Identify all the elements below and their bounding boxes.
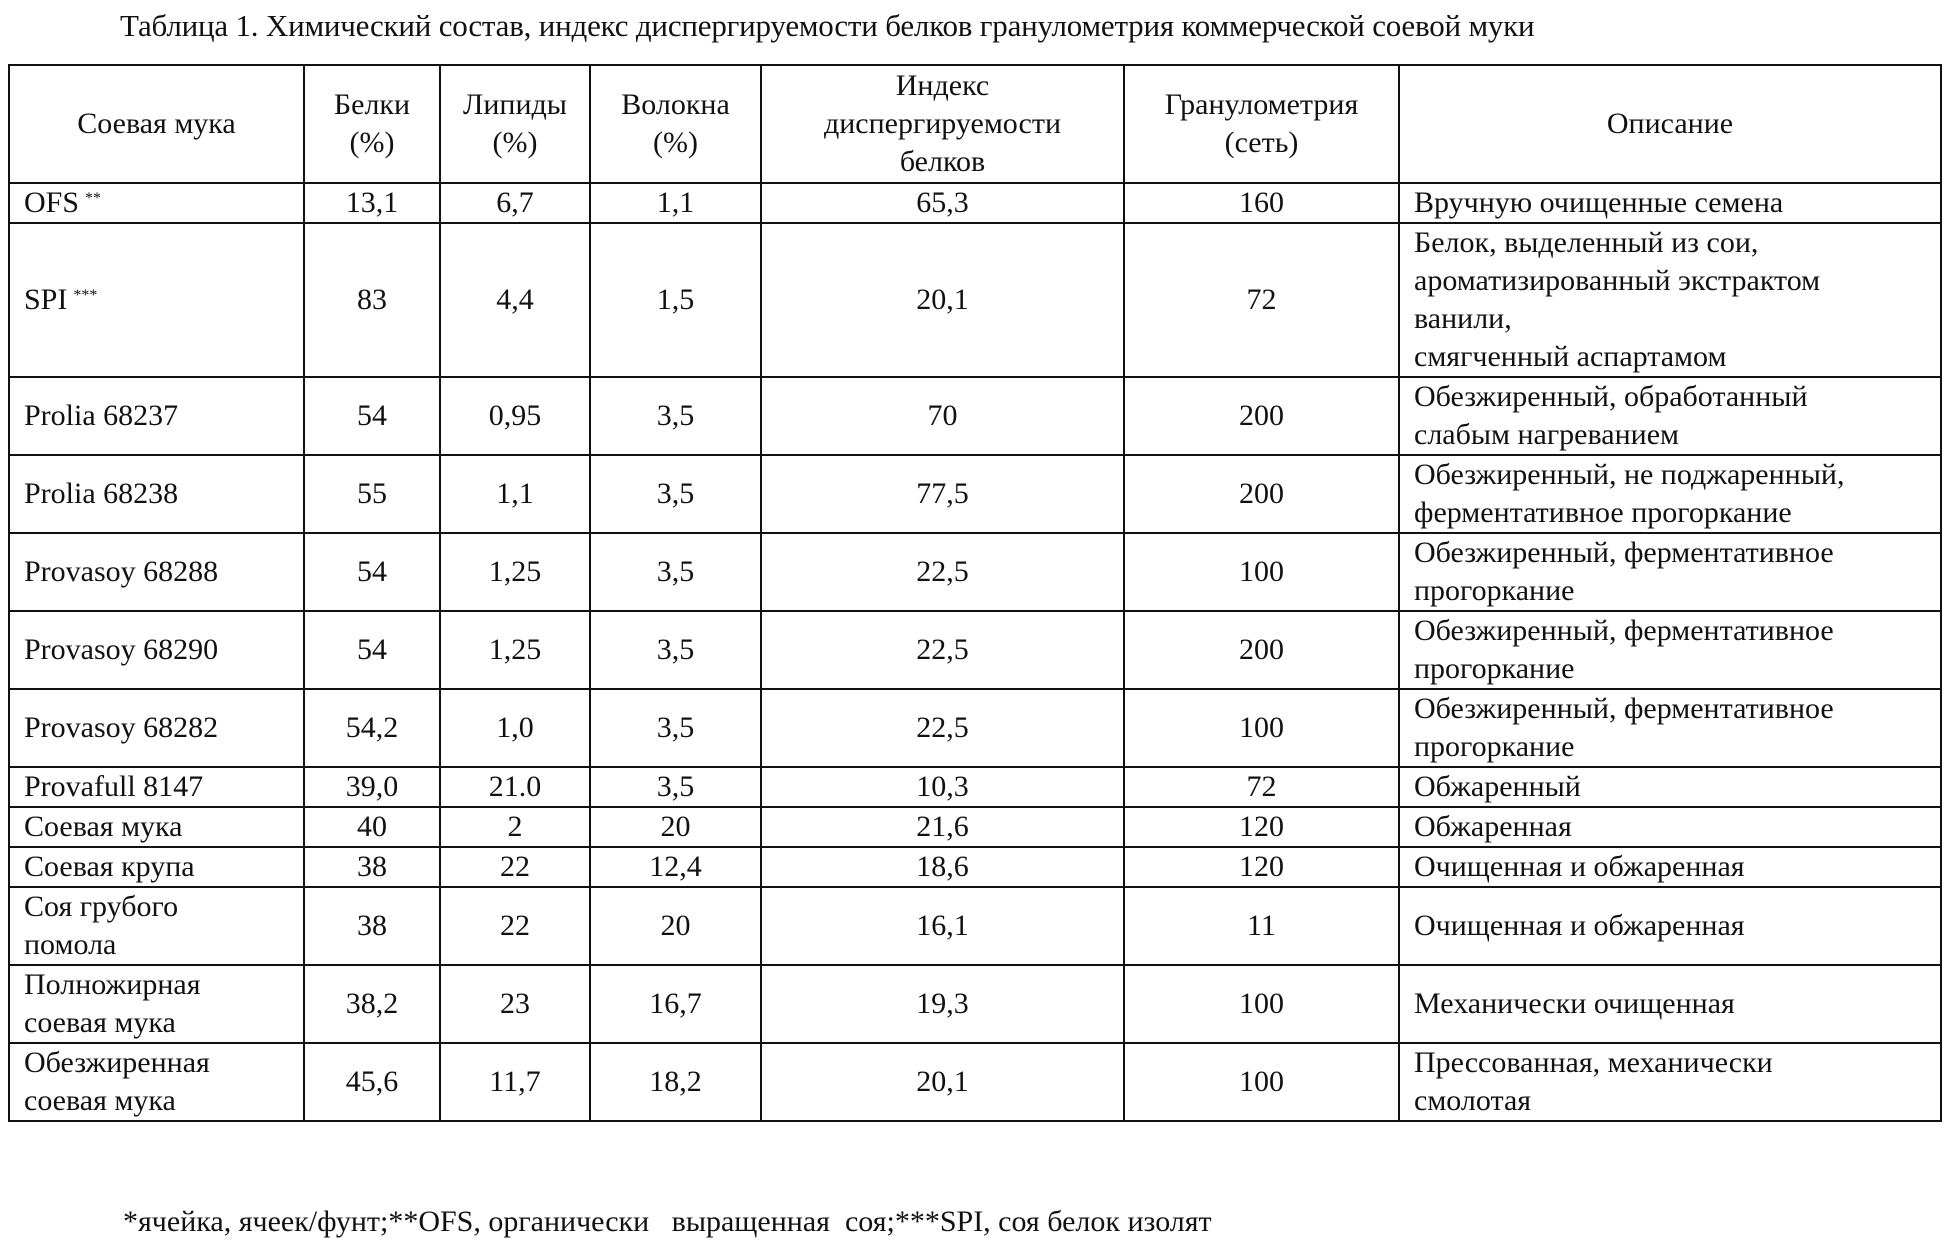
cell-lipids: 6,7 — [440, 183, 590, 223]
cell-pdi: 22,5 — [761, 689, 1124, 767]
cell-fiber: 20 — [590, 887, 761, 965]
cell-soy-flour — [9, 689, 304, 767]
cell-lipids: 21.0 — [440, 767, 590, 807]
cell-fiber: 3,5 — [590, 611, 761, 689]
soy-flour-name: Соя грубого помола — [24, 890, 179, 961]
cell-fiber: 18,2 — [590, 1043, 761, 1121]
cell-fiber: 3,5 — [590, 767, 761, 807]
cell-granulometry: 72 — [1124, 767, 1399, 807]
cell-protein: 54 — [304, 533, 440, 611]
cell-protein: 13,1 — [304, 183, 440, 223]
cell-granulometry: 100 — [1124, 965, 1399, 1043]
cell-granulometry: 120 — [1124, 847, 1399, 887]
cell-granulometry: 100 — [1124, 1043, 1399, 1121]
table-caption: Таблица 1. Химический состав, индекс диспергируемости белков гранулометрия коммерческой соевой муки — [120, 8, 1535, 43]
cell-fiber: 3,5 — [590, 455, 761, 533]
soy-flour-name: Обезжиренная соевая мука — [24, 1046, 210, 1117]
cell-description: Обжаренный — [1399, 767, 1941, 807]
cell-description: Обезжиренный, ферментативное прогоркание — [1399, 611, 1941, 689]
header-lipids: Липиды (%) — [440, 65, 590, 183]
cell-fiber: 12,4 — [590, 847, 761, 887]
cell-pdi: 65,3 — [761, 183, 1124, 223]
soy-flour-name: Соевая мука — [24, 810, 183, 843]
soy-flour-name: SPI — [24, 283, 68, 316]
cell-lipids: 22 — [440, 847, 590, 887]
cell-protein: 83 — [304, 223, 440, 377]
table-row — [9, 689, 1941, 767]
cell-description: Прессованная, механически смолотая — [1399, 1043, 1941, 1121]
header-row — [9, 65, 1941, 183]
footnote: *ячейка, ячеек/фунт;**OFS, органически выращенная соя;***SPI, соя белок изолят — [123, 1205, 1212, 1238]
cell-lipids: 11,7 — [440, 1043, 590, 1121]
cell-soy-flour — [9, 533, 304, 611]
table-row — [9, 377, 1941, 455]
cell-pdi: 22,5 — [761, 533, 1124, 611]
table-row — [9, 965, 1941, 1043]
header-description: Описание — [1399, 65, 1941, 183]
cell-protein: 45,6 — [304, 1043, 440, 1121]
cell-pdi: 18,6 — [761, 847, 1124, 887]
soy-flour-name: Provasoy 68290 — [24, 633, 219, 666]
cell-fiber: 3,5 — [590, 689, 761, 767]
cell-granulometry: 120 — [1124, 807, 1399, 847]
cell-protein: 39,0 — [304, 767, 440, 807]
cell-lipids: 1,1 — [440, 455, 590, 533]
table-row — [9, 223, 1941, 377]
cell-soy-flour — [9, 377, 304, 455]
cell-fiber: 16,7 — [590, 965, 761, 1043]
footnote-marker: *** — [73, 287, 98, 304]
cell-protein: 38 — [304, 847, 440, 887]
soy-flour-name: Prolia 68238 — [24, 477, 179, 510]
soy-flour-name: Соевая крупа — [24, 850, 195, 883]
cell-lipids: 22 — [440, 887, 590, 965]
footnote-marker: ** — [85, 190, 102, 207]
cell-granulometry: 160 — [1124, 183, 1399, 223]
cell-fiber: 3,5 — [590, 377, 761, 455]
soy-flour-table — [8, 64, 1942, 1122]
cell-soy-flour — [9, 223, 304, 377]
cell-lipids: 1,25 — [440, 533, 590, 611]
header-fiber: Волокна (%) — [590, 65, 761, 183]
cell-fiber: 1,5 — [590, 223, 761, 377]
cell-description: Очищенная и обжаренная — [1399, 887, 1941, 965]
table-row — [9, 611, 1941, 689]
cell-protein: 40 — [304, 807, 440, 847]
cell-description: Обезжиренный, не поджаренный, ферментативное прогоркание — [1399, 455, 1941, 533]
cell-pdi: 10,3 — [761, 767, 1124, 807]
cell-pdi: 20,1 — [761, 1043, 1124, 1121]
soy-flour-name: Полножирная соевая мука — [24, 968, 201, 1039]
cell-lipids: 23 — [440, 965, 590, 1043]
cell-description: Обезжиренный, обработанный слабым нагреванием — [1399, 377, 1941, 455]
cell-pdi: 19,3 — [761, 965, 1124, 1043]
cell-pdi: 22,5 — [761, 611, 1124, 689]
cell-granulometry: 11 — [1124, 887, 1399, 965]
table-row — [9, 807, 1941, 847]
cell-pdi: 21,6 — [761, 807, 1124, 847]
cell-protein: 38,2 — [304, 965, 440, 1043]
cell-soy-flour — [9, 455, 304, 533]
cell-granulometry: 200 — [1124, 455, 1399, 533]
cell-protein: 38 — [304, 887, 440, 965]
table-row — [9, 533, 1941, 611]
cell-description: Механически очищенная — [1399, 965, 1941, 1043]
header-pdi: Индекс диспергируемости белков — [761, 65, 1124, 183]
cell-soy-flour — [9, 887, 304, 965]
table-row — [9, 183, 1941, 223]
cell-soy-flour — [9, 807, 304, 847]
soy-flour-name: OFS — [24, 186, 80, 219]
cell-granulometry: 72 — [1124, 223, 1399, 377]
cell-pdi: 20,1 — [761, 223, 1124, 377]
soy-flour-name: Prolia 68237 — [24, 399, 179, 432]
cell-fiber: 3,5 — [590, 533, 761, 611]
cell-soy-flour — [9, 611, 304, 689]
cell-soy-flour — [9, 847, 304, 887]
cell-pdi: 77,5 — [761, 455, 1124, 533]
cell-description: Обжаренная — [1399, 807, 1941, 847]
cell-fiber: 20 — [590, 807, 761, 847]
cell-description: Обезжиренный, ферментативное прогоркание — [1399, 689, 1941, 767]
table-row — [9, 767, 1941, 807]
cell-lipids: 0,95 — [440, 377, 590, 455]
table-row — [9, 1043, 1941, 1121]
header-protein: Белки (%) — [304, 65, 440, 183]
cell-description: Белок, выделенный из сои, ароматизированный экстрактом ванили, смягченный аспартамом — [1399, 223, 1941, 377]
cell-pdi: 16,1 — [761, 887, 1124, 965]
table-row — [9, 455, 1941, 533]
cell-description: Вручную очищенные семена — [1399, 183, 1941, 223]
cell-protein: 54 — [304, 377, 440, 455]
table-row — [9, 847, 1941, 887]
cell-granulometry: 200 — [1124, 377, 1399, 455]
cell-lipids: 2 — [440, 807, 590, 847]
cell-soy-flour — [9, 965, 304, 1043]
table-row — [9, 887, 1941, 965]
cell-protein: 54,2 — [304, 689, 440, 767]
cell-description: Очищенная и обжаренная — [1399, 847, 1941, 887]
cell-soy-flour — [9, 183, 304, 223]
soy-flour-name: Provasoy 68282 — [24, 711, 219, 744]
cell-granulometry: 200 — [1124, 611, 1399, 689]
header-soy-flour: Соевая мука — [9, 65, 304, 183]
cell-lipids: 1,0 — [440, 689, 590, 767]
cell-lipids: 1,25 — [440, 611, 590, 689]
header-granulometry: Гранулометрия (сеть) — [1124, 65, 1399, 183]
cell-protein: 54 — [304, 611, 440, 689]
cell-protein: 55 — [304, 455, 440, 533]
cell-granulometry: 100 — [1124, 689, 1399, 767]
soy-flour-name: Provafull 8147 — [24, 770, 204, 803]
cell-soy-flour — [9, 767, 304, 807]
cell-description: Обезжиренный, ферментативное прогоркание — [1399, 533, 1941, 611]
soy-flour-name: Provasoy 68288 — [24, 555, 219, 588]
cell-fiber: 1,1 — [590, 183, 761, 223]
cell-lipids: 4,4 — [440, 223, 590, 377]
cell-granulometry: 100 — [1124, 533, 1399, 611]
cell-pdi: 70 — [761, 377, 1124, 455]
cell-soy-flour — [9, 1043, 304, 1121]
